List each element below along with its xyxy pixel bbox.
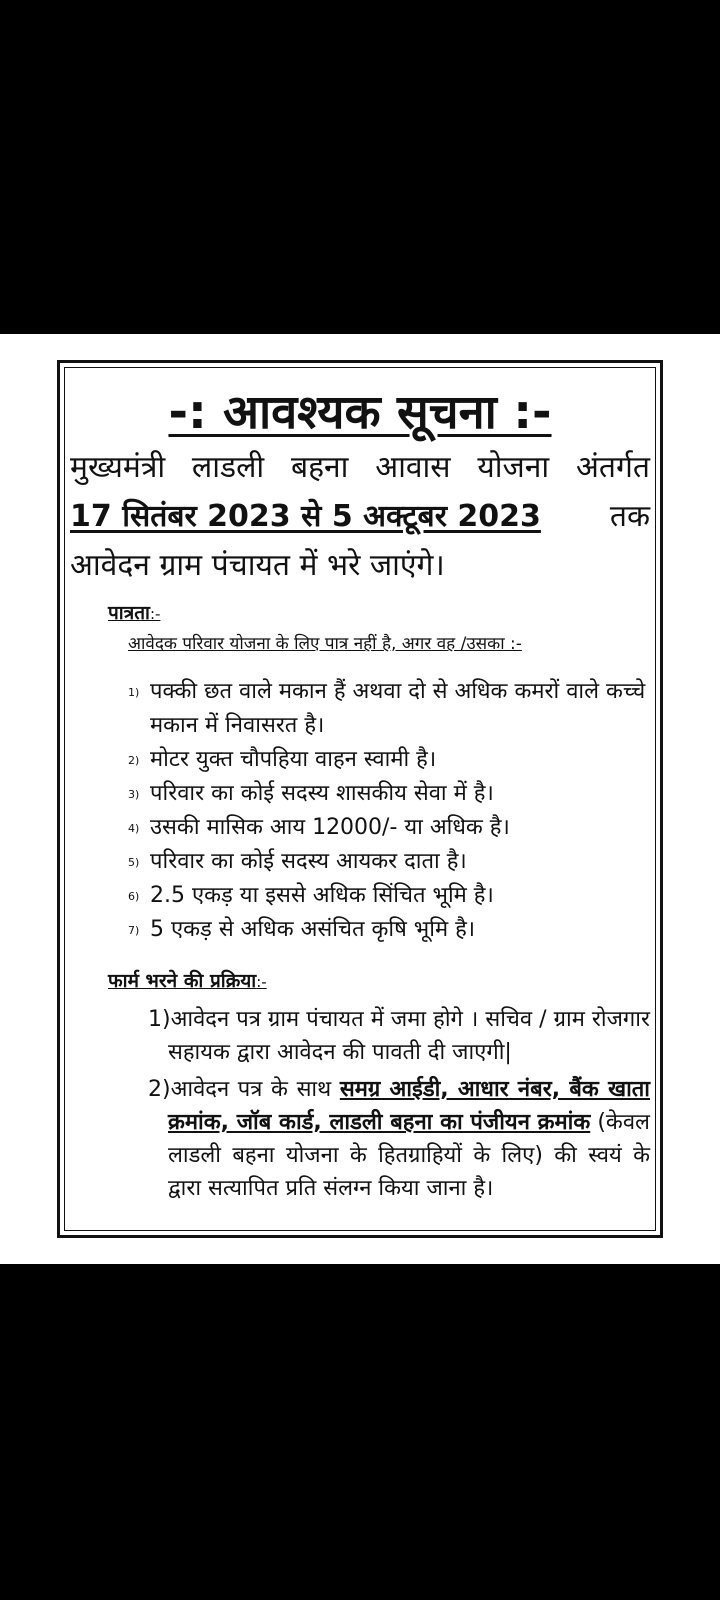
list-item: 2) मोटर युक्त चौपहिया वाहन स्वामी है।: [128, 747, 437, 772]
intro-line-2: 17 सितंबर 2023 से 5 अक्टूबर 2023 तक: [70, 492, 650, 541]
required-documents: समग्र आईडी, आधार नंबर, बैंक खाता क्रमांक, जॉब कार्ड, लाडली बहना का पंजीयन क्रमांक: [168, 1077, 650, 1135]
list-item: 4) उसकी मासिक आय 12000/- या अधिक है।: [128, 815, 510, 840]
date-range: 17 सितंबर 2023 से 5 अक्टूबर 2023: [70, 499, 541, 534]
list-item: 1) पक्की छत वाले मकान हैं अथवा दो से अधिक कमरों वाले कच्चे मकान में निवासरत है।: [128, 679, 646, 738]
list-item: 7) 5 एकड़ से अधिक असंचित कृषि भूमि है।: [128, 917, 476, 942]
notice-frame: [57, 360, 663, 1238]
process-step-2: 2)आवेदन पत्र के साथ समग्र आईडी, आधार नंबर, बैंक खाता क्रमांक, जॉब कार्ड, लाडली बहना का पंजीयन क्रमांक (केवल लाडली बहना योजना के हितग्राहियों के लिए) की स्वयं के द्वारा सत्यापित प्रति संलग्न किया जाना है।: [148, 1077, 650, 1201]
list-item: 5) परिवार का कोई सदस्य आयकर दाता है।: [128, 849, 467, 874]
eligibility-subheading: आवेदक परिवार योजना के लिए पात्र नहीं है, अगर वह /उसका :-: [128, 634, 522, 654]
eligibility-heading: पात्रता:-: [108, 602, 161, 624]
eligibility-list: [128, 675, 650, 947]
intro-line-1: मुख्यमंत्री लाडली बहना आवास योजना अंतर्गत: [70, 450, 650, 485]
list-item: 3) परिवार का कोई सदस्य शासकीय सेवा में है।: [128, 781, 494, 806]
intro-line-3: आवेदन ग्राम पंचायत में भरे जाएंगे।: [70, 548, 445, 583]
list-item: 6) 2.5 एकड़ या इससे अधिक सिंचित भूमि है।: [128, 883, 494, 908]
notice-intro: [70, 443, 650, 590]
process-steps: [148, 1003, 650, 1209]
process-heading: फार्म भरने की प्रक्रिया:-: [108, 970, 267, 992]
process-step-1: 1)आवेदन पत्र ग्राम पंचायत में जमा होगे । सचिव / ग्राम रोजगार सहायक द्वारा आवेदन की पावती दी जाएगी|: [148, 1007, 650, 1065]
notice-title: -: आवश्यक सूचना :-: [168, 385, 552, 440]
